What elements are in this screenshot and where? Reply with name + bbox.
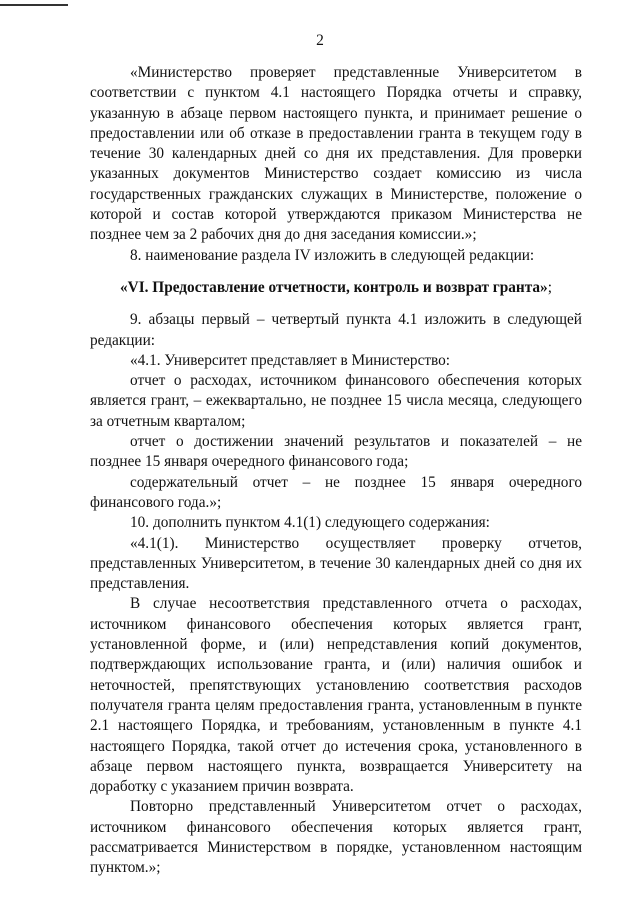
paragraph-content-report: содержательный отчет – не позднее 15 января очередного финансового года.»; — [90, 473, 582, 511]
spacer — [90, 298, 582, 310]
paragraph-item-9: 9. абзацы первый – четвертый пункта 4.1 изложить в следующей редакции: — [90, 311, 582, 349]
paragraph-item-10: 10. дополнить пунктом 4.1(1) следующего содержания: — [130, 514, 490, 532]
paragraph-item-8: 8. наименование раздела IV изложить в следующей редакции: — [130, 246, 535, 264]
document-body — [90, 63, 582, 879]
paragraph-resubmission: Повторно представленный Университетом отчет о расходах, источником финансового обеспечения которых является грант, рассматривается Министерством в порядке, установленном настоящим пунктом.»; — [90, 798, 582, 877]
paragraph-clause-4-1-1: «4.1(1). Министерство осуществляет проверку отчетов, представленных Университетом, в течение 30 календарных дней со дня их представления. — [90, 534, 582, 593]
spacer — [90, 266, 582, 278]
paragraph-expense-report: отчет о расходах, источником финансового обеспечения которых является грант, – ежеквартально, не позднее 15 числа месяца, следующего за отчетным кварталом; — [90, 372, 582, 430]
page-number: 2 — [316, 32, 324, 49]
paragraph-noncompliance: В случае несоответствия представленного отчета о расходах, источником финансового обеспечения которых является грант, установленной форме, и (или) непредставления копий документов, подтверждающих использование гранта, и (или) наличия ошибок и неточностей, препятствующих установлению соответствия расходов получателя гранта целям предоставления гранта, установленным в пункте 2.1 настоящего Порядка, и требованиям, установленным в пункте 4.1 настоящего Порядка, такой отчет до истечения срока, установленного в абзаце первом настоящего пункта, возвращается Университету на доработку с указанием причин возврата. — [90, 595, 582, 796]
section-heading-tail: ; — [547, 278, 552, 296]
paragraph-clause-4-1: «4.1. Университет представляет в Министерство: — [130, 351, 451, 369]
paragraph-ministry-review: «Министерство проверяет представленные Университетом в соответствии с пунктом 4.1 настоящего Порядка отчеты и справку, указанную в абзаце первом настоящего пункта, и принимает решение о предоставлении или об отказе в предоставлении гранта в текущем году в течение 30 календарных дней со дня их представления. Для проверки указанных документов Министерство создает комиссию из числа государственных гражданских служащих в Министерстве, положение о которой и состав которой утверждаются приказом Министерства не позднее чем за 2 рабочих дня до дня заседания комиссии.»; — [90, 64, 582, 244]
header-rule — [0, 4, 68, 6]
paragraph-results-report: отчет о достижении значений результатов и показателей – не позднее 15 января очередного финансового года; — [90, 433, 582, 471]
section-heading — [90, 278, 582, 298]
section-heading-text: «VI. Предоставление отчетности, контроль и возврат гранта» — [120, 278, 548, 296]
